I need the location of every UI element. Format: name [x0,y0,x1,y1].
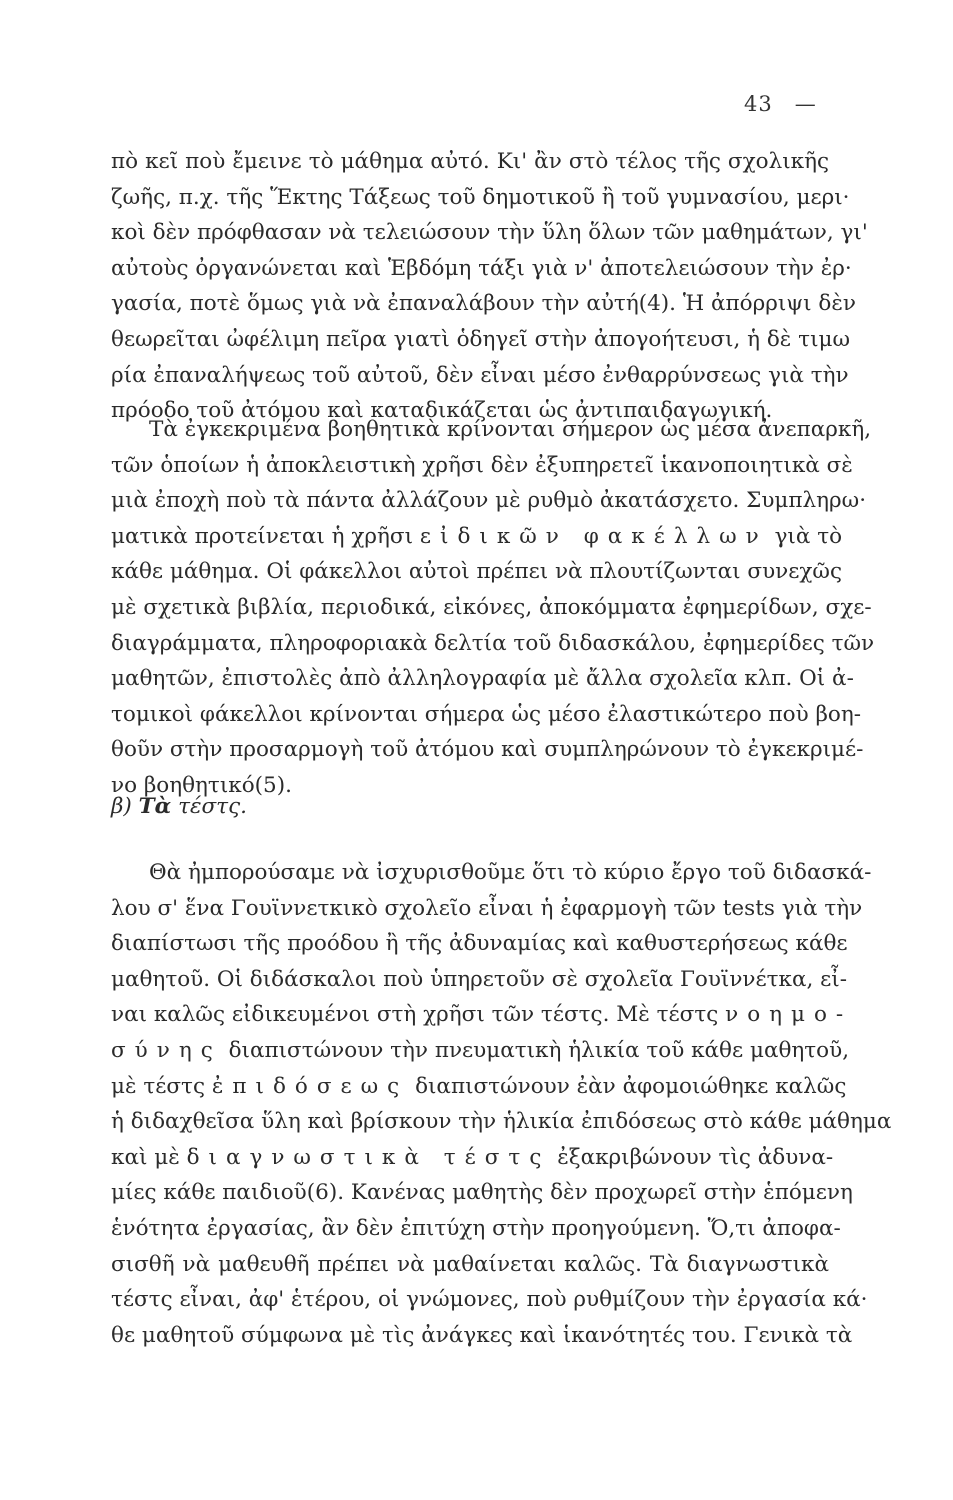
text-segment: μὲ τέστς [111,1073,205,1099]
text-line-composite [111,997,853,1033]
text-segment: διαπιστώνουν ἐὰν ἀφομοιώθηκε καλῶς [415,1073,847,1099]
text-line: πρόοδο τοῦ ἀτόμου καὶ καταδικάζεται ὡς ἀντιπαιδαγωγική. [111,398,773,424]
page-number: 43 [744,92,773,116]
text-segment: ἐξακριβώνουν τὶς ἀδυνα- [557,1144,834,1170]
text-line: ρία ἐπαναλήψεως τοῦ αὐτοῦ, δὲν εἶναι μέσο ἐνθαρρύνσεως γιὰ τὴν [111,362,849,388]
text-line: νο βοηθητικό(5). [111,772,292,798]
text-line: γασία, ποτὲ ὅμως γιὰ νὰ ἐπαναλάβουν τὴν αὐτή(4). Ἡ ἀπόρριψι δὲν [111,291,856,317]
text-line: λου σ' ἕνα Γουϊννετκικὸ σχολεῖο εἶναι ἡ ἐφαρμογὴ τῶν tests γιὰ τὴν [111,895,863,921]
heading-bold: Τὰ [138,794,172,819]
text-line: κάθε μάθημα. Οἱ φάκελλοι αὐτοὶ πρέπει νὰ πλουτίζωνται συνεχῶς [111,559,842,585]
text-line: ἡ διδαχθεῖσα ὕλη καὶ βρίσκουν τὴν ἡλικία ἐπιδόσεως στὸ κάθε μάθημα [111,1109,892,1135]
text-line: ἑνότητα ἐργασίας, ἂν δὲν ἐπιτύχη στὴν προηγούμενη. Ὅ,τι ἀποφα- [111,1215,841,1241]
text-line: Τὰ ἐγκεκριμένα βοηθητικὰ κρίνονται σήμερον ὡς μέσα ἀνεπαρκῆ, [149,417,872,442]
paragraph-3 [111,855,892,1353]
text-line-composite [111,1069,847,1105]
text-line: πὸ κεῖ ποὺ ἔμεινε τὸ μάθημα αὐτό. Κι' ἂν στὸ τέλος τῆς σχολικῆς [111,149,829,174]
text-line: θεωρεῖται ὠφέλιμη πεῖρα γιατὶ ὁδηγεῖ στὴν ἀπογοήτευσι, ἡ δὲ τιμω [111,326,850,352]
text-line: μίες κάθε παιδιοῦ(6). Κανένας μαθητὴς δὲν προχωρεῖ στὴν ἑπόμενη [111,1180,853,1206]
emphasized-term: νοημο- [725,1002,853,1028]
text-line: μαθητῶν, ἐπιστολὲς ἀπὸ ἀλληλογραφία μὲ ἄλλα σχολεῖα κλπ. Οἱ ἀ- [111,666,854,692]
text-line: κοὶ δὲν πρόφθασαν νὰ τελειώσουν τὴν ὕλη ὅλων τῶν μαθημάτων, γι' [111,220,868,246]
text-line: σισθῆ νὰ μαθευθῆ πρέπει νὰ μαθαίνεται καλῶς. Τὰ διαγνωστικὰ [111,1251,829,1277]
text-segment: καὶ μὲ [111,1144,180,1170]
text-line: θε μαθητοῦ σύμφωνα μὲ τὶς ἀνάγκες καὶ ἱκανότητές του. Γενικὰ τὰ [111,1322,853,1348]
text-line: διαπίστωσι τῆς προόδου ἢ τῆς ἀδυναμίας καὶ καθυστερήσεως κάθε [111,931,848,957]
emphasized-term: διαγνωστικὰ τέστς [186,1144,551,1170]
paragraph-2 [111,412,875,804]
text-line: Θὰ ἠμπορούσαμε νὰ ἰσχυρισθοῦμε ὅτι τὸ κύριο ἔργο τοῦ διδασκά- [149,860,872,885]
text-line: τῶν ὁποίων ἡ ἀποκλειστικὴ χρῆσι δὲν ἐξυπηρετεῖ ἱκανοποιητικὰ σὲ [111,452,853,478]
text-line: τομικοὶ φάκελλοι κρίνονται σήμερα ὡς μέσο ἐλαστικώτερο ποὺ βοη- [111,701,862,727]
heading-rest: τέστς. [178,794,247,819]
text-line: διαγράμματα, πληροφοριακὰ δελτία τοῦ διδασκάλου, ἐφημερίδες τῶν [111,630,875,656]
text-segment: διαπιστώνουν τὴν πνευματικὴ ἡλικία τοῦ κάθε μαθητοῦ, [228,1037,850,1063]
text-line: μαθητοῦ. Οἱ διδάσκαλοι ποὺ ὑπηρετοῦν σὲ σχολεῖα Γουϊννέτκα, εἶ- [111,966,847,992]
text-segment: γιὰ τὸ [774,523,843,549]
emphasized-term: εἰδικῶν φακέλλων [419,523,768,549]
header-dash: — [794,92,817,116]
text-segment: ναι καλῶς εἰδικευμένοι στὴ χρῆσι τῶν τέστς. Μὲ τέστς [111,1002,719,1028]
text-line-composite [111,1140,834,1176]
text-line: θοῦν στὴν προσαρμογὴ τοῦ ἀτόμου καὶ συμπληρώνουν τὸ ἐγκεκριμέ- [111,737,864,763]
text-line: αὐτοὺς ὀργανώνεται καὶ Ἑβδόμη τάξι γιὰ ν' ἀποτελειώσουν τὴν ἐρ· [111,255,852,281]
text-line: ζωῆς, π.χ. τῆς Ἕκτης Τάξεως τοῦ δημοτικοῦ ἢ τοῦ γυμνασίου, μερι· [111,184,850,210]
text-line: μὲ σχετικὰ βιβλία, περιοδικά, εἰκόνες, ἀποκόμματα ἐφημερίδων, σχε- [111,594,872,620]
emphasized-term: σύνης [111,1037,222,1063]
section-heading [111,794,247,819]
text-line: τέστς εἶναι, ἀφ' ἑτέρου, οἱ γνώμονες, ποὺ ρυθμίζουν τὴν ἐργασία κά· [111,1287,868,1313]
emphasized-term: ἐπιδόσεως [211,1073,409,1099]
text-segment: ματικὰ προτείνεται ἡ χρῆσι [111,523,414,549]
text-line-composite [111,1033,850,1069]
page-header [744,92,817,116]
paragraph-1 [111,144,868,429]
text-line-composite [111,519,843,555]
heading-marker: β) [111,794,132,819]
text-line: μιὰ ἐποχὴ ποὺ τὰ πάντα ἀλλάζουν μὲ ρυθμὸ ἀκατάσχετο. Συμπληρω· [111,488,867,514]
